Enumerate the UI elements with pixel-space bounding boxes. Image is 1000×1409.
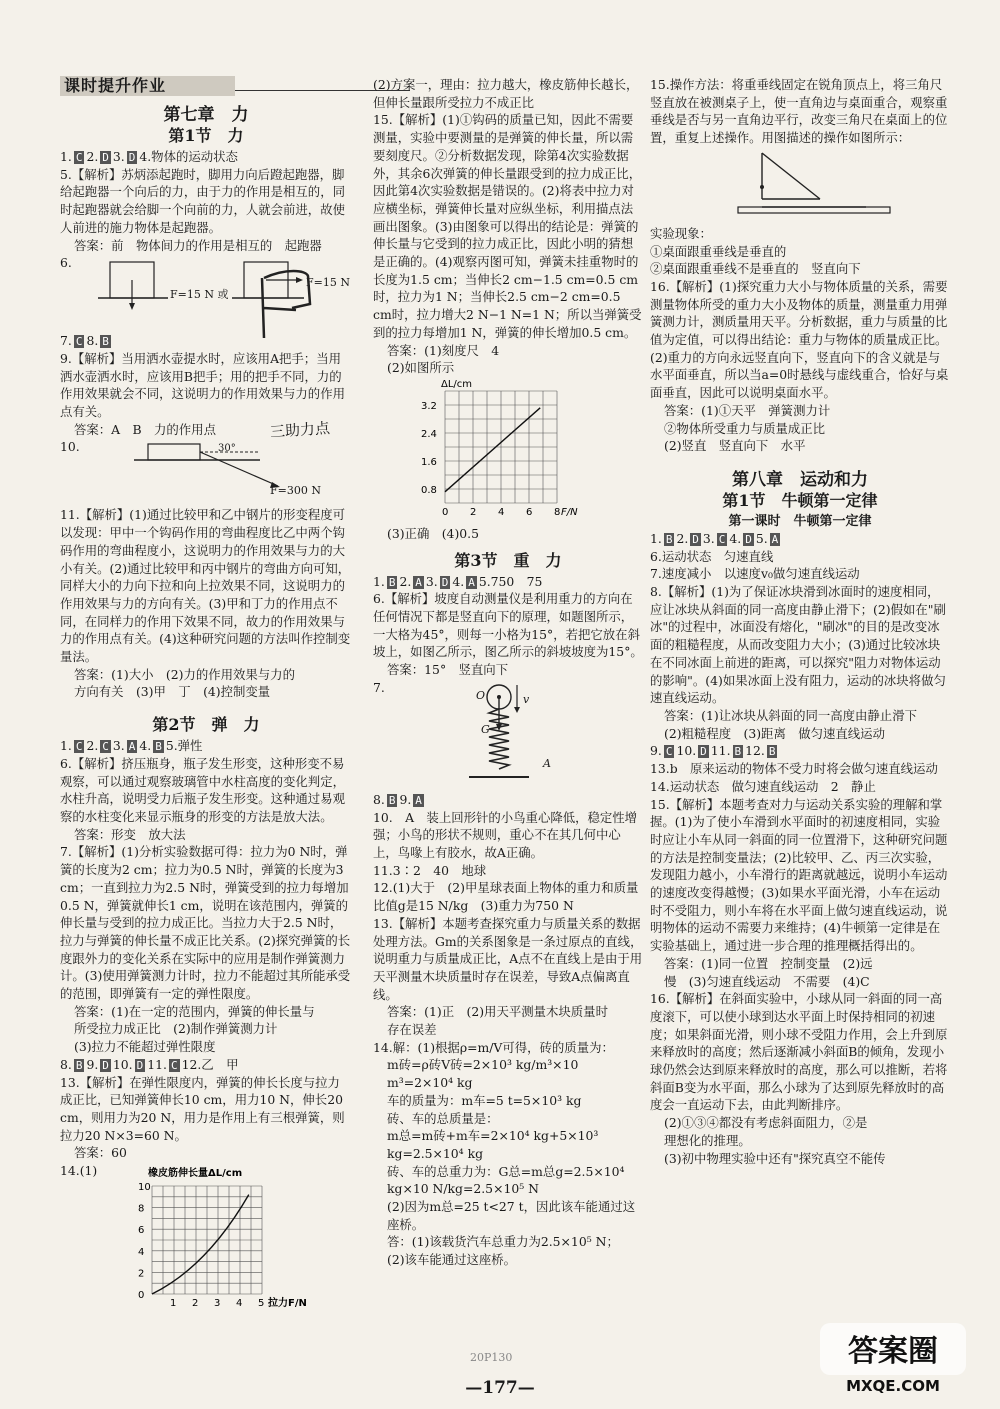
s3-q13-answer-2: 存在误差 — [387, 1022, 437, 1038]
q9-block — [60, 350, 352, 439]
answer-badge: C — [75, 151, 83, 164]
label-v: v — [523, 692, 530, 706]
s3-q14-line-2: 车的质量为：m车=5 t=5×10³ kg — [387, 1092, 582, 1108]
answer-badge: A — [415, 575, 422, 589]
s2-q7-answer-1: 答案：(1)在一定的范围内，弹簧的伸长量与 — [74, 1003, 315, 1019]
x-axis-label: 拉力F/N — [268, 1298, 307, 1310]
answer-badge: A — [468, 575, 475, 589]
answer-badge: D — [102, 1058, 109, 1072]
s3-q14-line-3: 砖、车的总质量是： — [387, 1110, 499, 1126]
answer-badge: C — [75, 740, 83, 754]
lesson-title: 第一课时 牛顿第一定律 — [728, 513, 872, 529]
s3-q14-line-6: (2)因为m总=25 t<27 t，因此该车能通过这座桥。 — [387, 1199, 636, 1232]
x-tick-label: 6 — [526, 506, 533, 518]
chapter-8-title: 第八章 运动和力 — [732, 469, 868, 490]
c3-q7: 7.速度减小 以速度v₀做匀速直线运动 — [650, 566, 860, 582]
y-tick-label: 4 — [138, 1246, 145, 1258]
c3-q15-analysis: 15.【解析】本题考查对力与运动关系实验的理解和掌握。(1)为了使小车滑到水平面时的初速度相同，实验时应让小车从同一斜面的同一位置滑下，这种研究问题的方法是控制变量法；(2)比较甲、乙、丙三次实验，发现阻力越小，小车滑行的距离就越远，说明小车运动的速度改变得越慢；(3)如果水平面光滑，小车在运动时不受阻力，则小车将在水平面上做匀速直线运动，说明物体的运动不需要力来维持；(4)牛顿第一定律是在实验基础上，通过进一步合理的推理概括得出的。 — [650, 796, 948, 954]
s3-q6-analysis: 6.【解析】坡度自动测量仪是利用重力的方向在任何情况下都是竖直向下的原理，如题图所示，一大格为45°，则每一小格为15°，若把它放在斜坡上，如图乙所示，图乙所示的斜坡坡度为15°。 — [373, 591, 643, 660]
q14-chart-block — [60, 1162, 352, 1312]
c3-q9-12: 9. C 10. D 11. B 12. B — [650, 743, 776, 759]
s3-q14-answer-2: (2)该车能通过这座桥。 — [387, 1252, 517, 1268]
q10-figure — [60, 438, 352, 500]
q6-force-label-1: F=15 N 或 — [170, 288, 229, 302]
q15-observation-1: ①桌面跟重垂线是垂直的 — [650, 243, 787, 259]
column-1 — [60, 104, 352, 1312]
s3-q6-answer: 答案：15° 竖直向下 — [387, 662, 509, 678]
answer-badge: C — [718, 532, 726, 546]
s2-q13-answer: 答案：60 — [74, 1145, 127, 1161]
q15-spring-chart — [409, 377, 609, 525]
page-number: —177— — [465, 1378, 535, 1398]
answer-badge: D — [700, 745, 707, 759]
s3-q14-answer-1: 答：(1)该载货汽车总重力为2.5×10⁵ N； — [387, 1234, 619, 1250]
y-tick-label: 3.2 — [421, 400, 437, 412]
c3-q16-answer-2: 理想化的推理。 — [664, 1132, 751, 1148]
q14-number: 14.(1) — [60, 1163, 98, 1179]
y-tick-label: 0.8 — [421, 484, 437, 496]
answer-badge: B — [734, 745, 742, 759]
section-header — [60, 76, 350, 98]
y-tick-label: 2.4 — [421, 428, 437, 440]
answer-badge: A — [128, 740, 136, 754]
s3-q13-answer-1: 答案：(1)正 (2)用天平测量木块质量时 — [387, 1004, 608, 1020]
q16-answer-3: (2)竖直 竖直向下 水平 — [664, 438, 806, 454]
answer-badge: C — [102, 740, 109, 754]
s2-q1-5: 1. C 2. C 3. A 4. B 5.弹性 — [60, 738, 203, 754]
q15-answer-3: (3)正确 (4)0.5 — [387, 525, 479, 541]
q10-force-label: F=300 N — [270, 484, 321, 498]
q10-number: 10. — [60, 439, 80, 455]
column-3 — [650, 76, 950, 1167]
answer-badge: B — [388, 575, 396, 589]
s3-q8-9: 8. B 9. A — [373, 791, 422, 807]
x-tick-label: 4 — [236, 1298, 243, 1310]
answer-badge: D — [102, 151, 109, 164]
label-o: O — [476, 688, 486, 702]
q10-angle-label: 30° — [218, 443, 236, 455]
c3-q16-answer-1: (2)①③④都没有考虑斜面阻力，②是 — [664, 1115, 868, 1131]
s3-q14-intro: 14.解：(1)根据ρ=m/V可得，砖的质量为： — [373, 1039, 614, 1055]
q6-force-label-2: F=15 N — [306, 276, 350, 290]
q1-4: 1. C 2. D 3. D 4.物体的运动状态 — [60, 149, 238, 164]
s2-q6-analysis: 6.【解析】挤压瓶身，瓶子发生形变，这种形变不易观察，可以通过观察玻璃管中水柱高度的变化判定，水柱升高，说明受力后瓶子发生形变。这种通过易观察的水柱变化来显示瓶身的形变的方法是放大法。 — [60, 755, 345, 824]
c3-q16-answer-3: (3)初中物理实验中还有"探究真空不能传 — [664, 1150, 886, 1166]
s2-q13-analysis: 13.【解析】在弹性限度内，弹簧的伸长长度与拉力成正比，已知弹簧伸长10 cm，用力10 N，伸长20 cm，则用力为20 N，用力是作用上有三根弹簧，则拉力20 N×3=60 N。 — [60, 1074, 347, 1143]
c3-q8-answer-2: (2)粗糙程度 (3)距离 做匀速直线运动 — [664, 725, 885, 741]
handwritten-sketch — [256, 264, 376, 344]
c3-section-1-title: 第1节 牛顿第一定律 — [722, 490, 878, 510]
s2-q7-analysis: 7.【解析】(1)分析实验数据可得：拉力为0 N时，弹簧的长度为2 cm；拉力为0.5 N时，弹簧的长度为3 cm；一直到拉力为2.5 N时，弹簧受到的拉力每增加0.5 N，弹簧就伸长1 cm，说明在该范围内，弹簧的伸长量与受到的拉力成正比。当拉力大于2.5 N时，拉力与弹簧的伸长量不成正比关系。(2)探究弹簧的长度跟外力的变化关系在实际中的应用是制作弹簧测力计。(3)使用弹簧测力计时，拉力不能超过其所能承受的范围，即弹簧有一定的弹性限度。 — [60, 844, 351, 1002]
y-tick-label: 2 — [138, 1268, 145, 1280]
answer-badge: D — [136, 1058, 144, 1072]
q5-analysis: 5.【解析】苏炳添起跑时，脚用力向后蹬起跑器，脚给起跑器一个向后的力，由于力的作用是相互的，同时起跑器就会给脚一个向前的力，人就会前进，故使人前进的施力物体是起跑器。 — [60, 166, 345, 235]
answer-badge: C — [75, 335, 83, 349]
s3-q13-analysis: 13.【解析】本题考查探究重力与质量关系的数据处理方法。Gm的关系图象是一条过原点的直线，说明重力与质量成正比，A点不在直线上是由于用天平测量木块质量时存在误差，导致A点偏离直线。 — [373, 915, 643, 1002]
x-tick-label: 2 — [192, 1298, 199, 1310]
y-axis-label: 橡皮筋伸长量ΔL/cm — [148, 1168, 243, 1180]
s2-q8-12: 8. B 9. D 10. D 11. C 12.乙 甲 — [60, 1056, 239, 1072]
s3-q7-spring-ball-diagram — [373, 679, 643, 791]
x-tick-label: 3 — [214, 1298, 221, 1310]
s3-q12: 12.(1)大于 (2)甲星球表面上物体的重力和质量比值g是15 N/kg (3)重力为750 N — [373, 880, 639, 914]
column-2 — [373, 76, 643, 1269]
x-tick-label: 1 — [170, 1298, 177, 1310]
q11-analysis: 11.【解析】(1)通过比较甲和乙中钢片的形变程度可以发现：甲中一个钩码作用的弯曲程度比乙中两个钩码作用的弯曲程度小，这说明力的作用效果与力的大小有关。(2)通过比较甲和丙中钢片的弯曲方向可知，同样大小的力向下拉和向上拉效果不同，这说明力的作用效果与力的方向有关。(3)甲和丁力的作用点不同，在同样力的作用下效果不同，故力的作用效果与力的作用点有关。(4)这种研究问题的方法叫作控制变量法。 — [60, 507, 351, 665]
x-tick-label: 5 — [258, 1298, 265, 1310]
q16-answer-2: ②物体所受重力与质量成正比 — [664, 420, 826, 436]
c3-q6: 6.运动状态 匀速直线 — [650, 548, 774, 564]
label-g: G — [481, 722, 490, 736]
answer-badge: B — [102, 335, 109, 349]
c3-q1-5: 1. B 2. D 3. C 4. D 5. A — [650, 530, 779, 546]
section-2-title: 第2节 弹 力 — [152, 715, 260, 735]
x-tick-label: 0 — [442, 506, 449, 518]
c3-q13: 13.b 原来运动的物体不受力时将会做匀速直线运动 — [650, 761, 938, 777]
q11-answer-1: 答案：(1)大小 (2)力的作用效果与力的 — [74, 666, 295, 682]
s3-q14-line-5: 砖、车的总重力为：G总=m总g=2.5×10⁴ kg×10 N/kg=2.5×10⁵ N — [387, 1163, 629, 1197]
x-tick-label: 2 — [470, 506, 477, 518]
q15-triangle-diagram — [650, 147, 950, 225]
x-axis-label: F/N — [561, 506, 578, 518]
q15-observation-title: 实验现象： — [650, 225, 712, 241]
c3-q14: 14.运动状态 做匀速直线运动 2 静止 — [650, 778, 876, 794]
y-tick-label: 1.6 — [421, 456, 437, 468]
s3-q11: 11.3∶2 40 地球 — [373, 862, 487, 878]
answer-badge: B — [75, 1058, 83, 1072]
q7-8: 7. C 8. B — [60, 333, 109, 349]
svg-text:MXQE.COM: MXQE.COM — [846, 1377, 940, 1395]
y-tick-label: 0 — [138, 1290, 145, 1302]
answer-badge: C — [170, 1058, 178, 1072]
q15-observation-2: ②桌面跟重垂线不是垂直的 竖直向下 — [650, 261, 861, 277]
watermark-graphic — [818, 1321, 968, 1396]
q16-answer-1: 答案：(1)①天平 弹簧测力计 — [664, 402, 831, 418]
answer-badge: A — [771, 532, 779, 546]
label-a: A — [543, 756, 551, 770]
handwritten-note: 三助力点 — [269, 418, 331, 441]
answer-badge: A — [415, 793, 422, 807]
q16-analysis: 16.【解析】(1)探究重力大小与物体质量的关系，需要测量物体所受的重力大小及物体的质量，测量重力用弹簧测力计，测质量用天平。分析数据，重力与质量的比值为定值，可以得出结论：重力与物体的质量成正比。(2)重力的方向永远竖直向下，竖直向下的含义就是与水平面垂直，所以当a=0时悬线与虚线重合，恰好与桌面垂直，因此可以说明桌面水平。 — [650, 278, 949, 401]
c3-q15-answer-1: 答案：(1)同一位置 控制变量 (2)远 — [664, 955, 873, 971]
q9-analysis: 9.【解析】当用洒水壶提水时，应该用A把手；当用洒水壶洒水时，应该用B把手；用的把手不同，力的作用效果就会不同，这说明力的作用效果与力的作用点有关。 — [60, 350, 345, 420]
x-tick-label: 4 — [498, 506, 505, 518]
q5-answer: 答案：前 物体间力的作用是相互的 起跑器 — [74, 237, 322, 253]
answer-badge: C — [665, 745, 673, 759]
y-axis-label: ΔL/cm — [441, 378, 473, 390]
c3-q16-analysis: 16.【解析】在斜面实验中，小球从同一斜面的同一高度滚下，可以使小球到达水平面上时保持相同的初速度；如果斜面光滑，则小球不受阻力作用，会上升到原来释放时的高度；然后逐渐减小斜面B的倾角，发现小球仍然会达到原来释放时的高度，那么可以推断，若将斜面B变为水平面，那么小球为了达到原先释放时的高度会一直运动下去，由此判断排序。 — [650, 991, 948, 1113]
answer-badge: D — [745, 532, 752, 546]
y-tick-label: 10 — [138, 1182, 151, 1194]
c2-top-answer: (2)方案一，理由：拉力越大，橡皮筋伸长越长，但伸长量跟所受拉力不成正比 — [373, 77, 639, 110]
s3-q14-line-1: m砖=ρ砖V砖=2×10³ kg/m³×10 m³=2×10⁴ kg — [387, 1057, 583, 1091]
s3-q1-5: 1. B 2. A 3. D 4. A 5.750 75 — [373, 573, 543, 589]
s3-q7-number: 7. — [373, 679, 385, 695]
c3-q8-answer-1: 答案：(1)让冰块从斜面的同一高度由静止滑下 — [664, 707, 917, 723]
s3-q7-figure — [373, 679, 643, 791]
header-label: 课时提升作业 — [64, 76, 167, 95]
y-tick-label: 8 — [138, 1203, 145, 1215]
answer-badge: B — [155, 740, 162, 754]
q15-answer-2: (2)如图所示 — [387, 360, 455, 376]
answer-badge: D — [692, 532, 699, 546]
q15-answer-1: 答案：(1)刻度尺 4 — [387, 342, 500, 358]
q15-triangle-figure — [650, 147, 950, 225]
s2-q7-answer-3: (3)拉力不能超过弹性限度 — [74, 1039, 216, 1055]
q15-operation: 15.操作方法：将重垂线固定在锐角顶点上，将三角尺竖直放在被测桌子上，使一直角边与桌面重合，观察重垂线是否与另一直角边平行，改变三角尺在桌面上的位置，重复上述操作。用图描述的操作如图所示： — [650, 77, 948, 146]
section-3-title: 第3节 重 力 — [454, 550, 562, 570]
q15-analysis: 15.【解析】(1)①钩码的质量已知，因此不需要测量，实验中要测量的是弹簧的伸长量，所以需要刻度尺。②分析数据发现，除第4次实验数据外，其余6次弹簧的伸长量跟受到的拉力成正比，因此第4次实验数据是错误的。(2)将表中拉力对应横坐标，弹簧伸长量对应纵坐标，利用描点法画出图象。(3)由图象可以得出的结论是：弹簧的伸长量与它受到的拉力成正比，因此小明的猜想是正确的。(4)观察丙图可知，弹簧未挂重物时的长度为1.5 cm；当伸长2 cm−1.5 cm=0.5 cm时，拉力为1 N；当伸长2.5 cm−2 cm=0.5 cm时，拉力增大2 N−1 N=1 N；所以当弹簧受到的拉力每增加1 N，弹簧的伸长增加0.5 cm。 — [373, 112, 642, 340]
answer-badge: B — [665, 532, 673, 546]
c3-q15-answer-2: 慢 (3)匀速直线运动 不需要 (4)C — [664, 973, 870, 989]
chapter-7-title: 第七章 力 — [163, 105, 249, 125]
c3-q8-analysis: 8.【解析】(1)为了保证冰块滑到冰面时的速度相同，应让冰块从斜面的同一高度由静止滑下；(2)假如在"刷冰"的过程中，冰面没有熔化，"刷冰"的目的是改变冰面的粗糙程度，从而改变阻力大小；(3)通过比较冰块在不同冰面上前进的距离，可以探究"阻力对物体运动的影响"。(4)如果冰面上没有阻力，运动的冰块将做匀速直线运动。 — [650, 584, 946, 706]
section-1-title: 第1节 力 — [168, 126, 244, 145]
data-curve — [152, 1195, 249, 1294]
q9-answer: 答案：A B 力的作用点 — [74, 421, 216, 437]
y-tick-label: 6 — [138, 1225, 145, 1237]
s3-q14-line-4: m总=m砖+m车=2×10⁴ kg+5×10³ kg=2.5×10⁴ kg — [387, 1128, 603, 1161]
q6-number: 6. — [60, 255, 72, 271]
answer-badge: B — [388, 793, 396, 807]
q15-chart-block — [373, 377, 643, 525]
print-stamp: 20P130 — [470, 1351, 513, 1364]
answer-badge: D — [441, 575, 449, 589]
answer-badge: B — [768, 745, 776, 759]
svg-text:答案圈: 答案圈 — [848, 1334, 938, 1369]
answer-badge: D — [128, 151, 136, 164]
q11-answer-2: 方向有关 (3)甲 丁 (4)控制变量 — [74, 684, 271, 700]
s3-q10: 10. A 装上回形针的小鸟重心降低，稳定性增强；小鸟的形状不规则，重心不在其几何中心上，鸟喙上有胶水，故A正确。 — [373, 809, 638, 860]
s2-q6-answer: 答案：形变 放大法 — [74, 826, 186, 842]
watermark-logo — [818, 1321, 968, 1396]
x-tick-label: 8 — [554, 506, 561, 518]
s2-q7-answer-2: 所受拉力成正比 (2)制作弹簧测力计 — [74, 1021, 278, 1037]
q14-elongation-chart — [112, 1162, 352, 1312]
